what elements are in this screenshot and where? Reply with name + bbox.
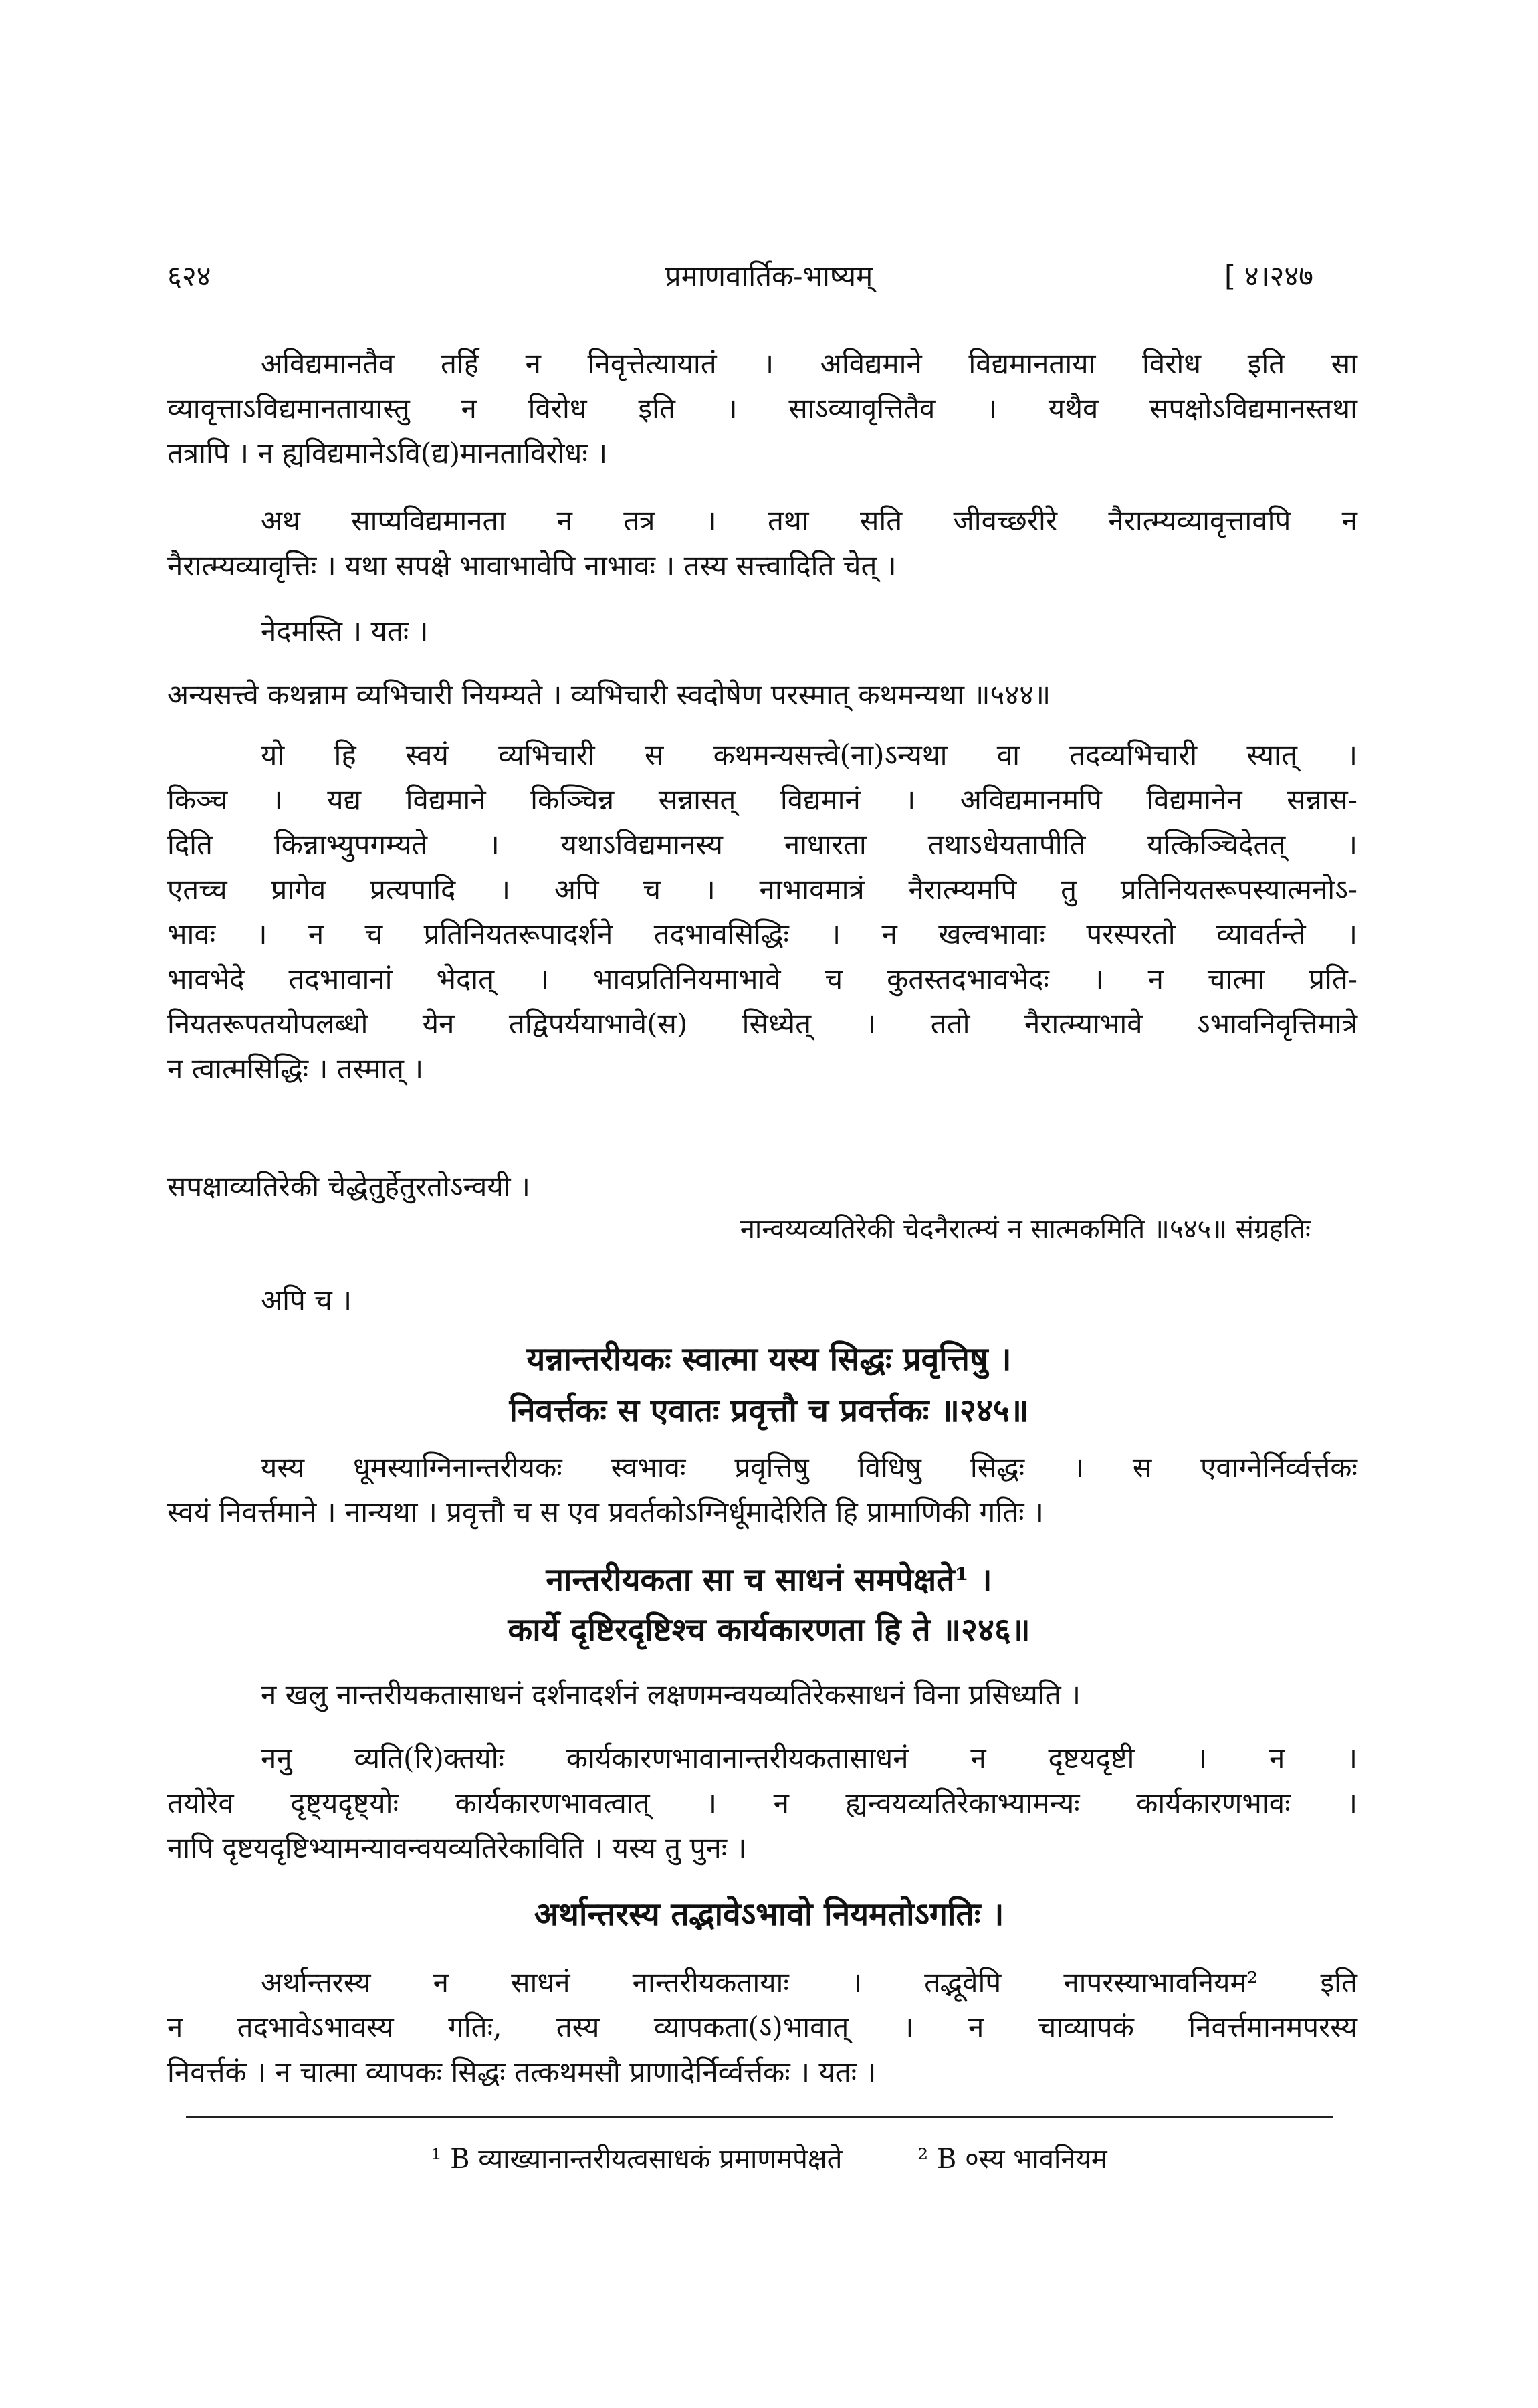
text-line: नियतरूपतयोपलब्धो येन तद्विपर्ययाभावे(स) सिध्येत् । ततो नैरात्म्याभावे ऽभावनिवृत्तिमात्रे: [167, 1007, 1357, 1040]
paragraph-5: [167, 1278, 1357, 1322]
text-line: न खलु नान्तरीयकतासाधनं दर्शनादर्शनं लक्षणमन्वयव्यतिरेकसाधनं विना प्रसिध्यति ।: [261, 1678, 1081, 1711]
text-line: न त्वात्मसिद्धिः । तस्मात् ।: [167, 1052, 424, 1085]
text-line: यस्य धूमस्याग्निनान्तरीयकः स्वभावः प्रवृत्तिषु विधिषु सिद्धः । स एवाग्नेर्निर्व्वर्त्तकः: [261, 1451, 1357, 1484]
text-line: तयोरेव दृष्ट्यदृष्ट्योः कार्यकारणभावत्वात् । न ह्यन्वयव्यतिरेकाभ्यामन्यः कार्यकारणभावः ।: [167, 1787, 1357, 1819]
verse-reference: [ ४।२४७: [1224, 260, 1313, 292]
verse-245-line-1: यन्नान्तरीयकः स्वात्मा यस्य सिद्धः प्रवृत्तिषु ।: [526, 1340, 1012, 1378]
text-line: अर्थान्तरस्य न साधनं नान्तरीयकतायाः । तद्भूवेपि नापरस्याभावनियम² इति: [261, 1966, 1357, 1999]
verse-245-line-2: निवर्त्तकः स एवातः प्रवृत्तौ च प्रवर्त्तकः ॥२४५॥: [509, 1392, 1029, 1429]
karika-545-line-1: [167, 1164, 1357, 1209]
text-line: अविद्यमानतैव तर्हि न निवृत्तेत्यायातं । अविद्यमाने विद्यमानताया विरोध इति सा: [261, 347, 1357, 380]
paragraph-9: [167, 1960, 1357, 2094]
verse-246-line-1: नान्तरीयकता सा च साधनं समपेक्षते¹ ।: [546, 1561, 992, 1599]
paragraph-6: [167, 1445, 1357, 1534]
text-line: किञ्च । यद्य विद्यमाने किञ्चिन्न सन्नासत् विद्यमानं । अविद्यमानमपि विद्यमानेन सन्नास-: [167, 783, 1357, 816]
text-line: तत्रापि । न ह्यविद्यमानेऽवि(द्य)मानताविरोधः ।: [167, 437, 608, 470]
paragraph-1: [167, 341, 1357, 476]
page-number: ६२४: [167, 260, 211, 292]
text-line: नेदमस्ति । यतः ।: [261, 615, 429, 647]
paragraph-2: [167, 498, 1357, 588]
karika-544: [167, 672, 1357, 717]
verse-247: अर्थान्तरस्य तद्भावेऽभावो नियमतोऽगतिः ।: [534, 1896, 1004, 1933]
karika-line: अन्यसत्त्वे कथन्नाम व्यभिचारी नियम्यते । व्यभिचारी स्वदोषेण परस्मात् कथमन्यथा ॥५४४॥: [167, 678, 1051, 711]
text-line: न तदभावेऽभावस्य गतिः, तस्य व्यापकता(ऽ)भावात् । न चाव्यापकं निवर्त्तमानमपरस्य: [167, 2011, 1357, 2043]
footnote-1: ¹ B व्याख्यानान्तरीयत्वसाधकं प्रमाणमपेक्षते: [431, 2144, 843, 2175]
text-line: व्यावृत्ताऽविद्यमानतायास्तु न विरोध इति । साऽव्यावृत्तितैव । यथैव सपक्षोऽविद्यमानस्तथा: [167, 392, 1357, 425]
karika-line: सपक्षाव्यतिरेकी चेद्धेतुर्हेतुरतोऽन्वयी ।: [167, 1170, 530, 1203]
paragraph-8: [167, 1736, 1357, 1870]
text-line: अपि च ।: [261, 1284, 352, 1316]
text-line: निवर्त्तकं । न चात्मा व्यापकः सिद्धः तत्कथमसौ प्राणादेर्निर्व्वर्त्तकः । यतः ।: [167, 2055, 877, 2088]
text-line: अथ साप्यविद्यमानता न तत्र । तथा सति जीवच्छरीरे नैरात्म्यव्यावृत्तावपि न: [261, 504, 1357, 537]
paragraph-3: [167, 609, 1357, 654]
text-line: नापि दृष्टयदृष्टिभ्यामन्यावन्वयव्यतिरेकाविति । यस्य तु पुनः ।: [167, 1831, 747, 1864]
text-line: ननु व्यति(रि)क्तयोः कार्यकारणभावानान्तरीयकतासाधनं न दृष्टयदृष्टी । न ।: [261, 1742, 1357, 1775]
footnotes: [0, 2140, 1538, 2178]
text-line: स्वयं निवर्त्तमाने । नान्यथा । प्रवृत्तौ च स एव प्रवर्तकोऽग्निर्धूमादेरिति हि प्रामाणिकी गतिः ।: [167, 1496, 1044, 1528]
running-title: प्रमाणवार्तिक-भाष्यम्: [665, 260, 873, 292]
karika-545-line-2: नान्वय्यव्यतिरेकी चेदनैरात्म्यं न सात्मकमिति ॥५४५॥ संग्रहतिः: [740, 1214, 1311, 1245]
paragraph-4: [167, 732, 1357, 1091]
paragraph-7: [167, 1672, 1357, 1717]
text-line: भावभेदे तदभावानां भेदात् । भावप्रतिनियमाभावे च कुतस्तदभावभेदः । न चात्मा प्रति-: [167, 963, 1357, 995]
text-line: दिति किन्नाभ्युपगम्यते । यथाऽविद्यमानस्य नाधारता तथाऽधेयतापीति यत्किञ्चिदेतत् ।: [167, 828, 1357, 861]
text-line: भावः । न च प्रतिनियतरूपादर्शने तदभावसिद्धिः । न खल्वभावाः परस्परतो व्यावर्तन्ते ।: [167, 918, 1357, 950]
text-line: एतच्च प्रागेव प्रत्यपादि । अपि च । नाभावमात्रं नैरात्म्यमपि तु प्रतिनियतरूपस्यात्मनोऽ-: [167, 873, 1357, 906]
footnote-divider: [186, 2116, 1333, 2118]
text-line: नैरात्म्यव्यावृत्तिः । यथा सपक्षे भावाभावेपि नाभावः । तस्य सत्त्वादिति चेत् ।: [167, 549, 897, 582]
verse-246-line-2: कार्ये दृष्टिरदृष्टिश्च कार्यकारणता हि ते ॥२४६॥: [508, 1611, 1030, 1649]
footnote-2: ² B ०स्य भावनियम: [917, 2144, 1107, 2175]
text-line: यो हि स्वयं व्यभिचारी स कथमन्यसत्त्वे(ना)ऽन्यथा वा तदव्यभिचारी स्यात् ।: [261, 738, 1357, 771]
